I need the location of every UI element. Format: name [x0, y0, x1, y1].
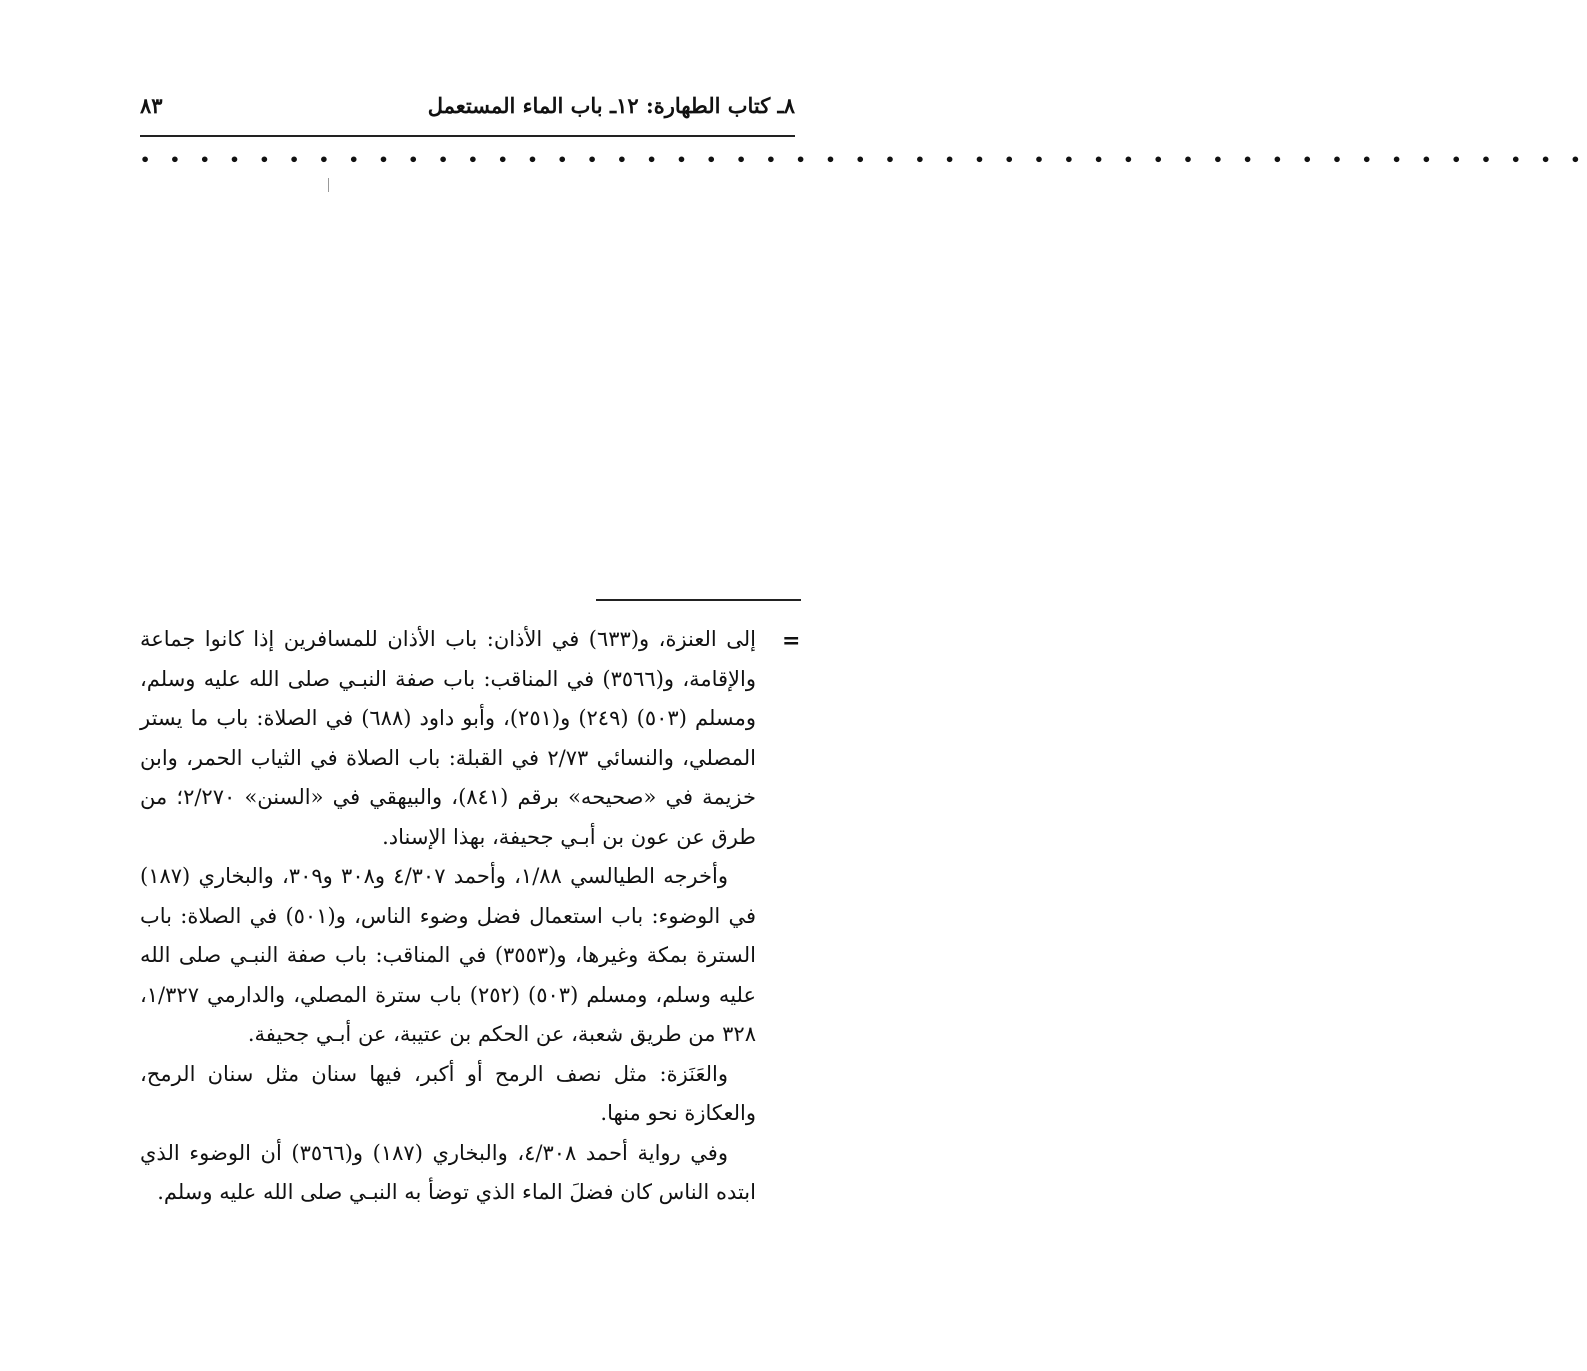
- footnote-paragraph: وفي رواية أحمد ٤/٣٠٨، والبخاري (١٨٧) و(٣٥٦٦) أن الوضوء الذي ابتده الناس كان فضلَ الماء الذي توضأ به النبـي صلى الله عليه وسلم.: [140, 1140, 756, 1204]
- footnote-paragraph: إلى العنزة، و(٦٣٣) في الأذان: باب الأذان للمسافرين إذا كانوا جماعة والإقامة، و(٣٥٦٦) في المناقب: باب صفة النبـي صلى الله عليه وسلم، ومسلم (٥٠٣) (٢٤٩) و(٢٥١)، وأبو داود (٦٨٨) في الصلاة: باب ما يستر المصلي، والنسائي ٢/٧٣ في القبلة: باب الصلاة في الثياب الحمر، وابن خزيمة في «صحيحه» برقم (٨٤١)، والبيهقي في «السنن» ٢/٢٧٠؛ من طرق عن عون بن أبـي جحيفة، بهذا الإسناد.: [140, 627, 757, 849]
- footnote-block: [140, 620, 756, 1213]
- footnote-rule: [596, 599, 801, 601]
- scan-mark: [328, 178, 329, 192]
- running-header: [140, 88, 795, 122]
- chapter-title: ٨ـ كتاب الطهارة: ١٢ـ باب الماء المستعمل: [427, 92, 795, 118]
- dotted-separator: • • • • • • • • • • • • • • • • • • • • • • • • • • • • • • • • • • • • • • • • • • • • • • • • •: [140, 150, 1587, 169]
- header-rule: [140, 135, 795, 137]
- continuation-mark: =: [782, 628, 801, 654]
- footnote-paragraph: وأخرجه الطيالسي ١/٨٨، وأحمد ٤/٣٠٧ و٣٠٨ و٣٠٩، والبخاري (١٨٧) في الوضوء: باب استعمال فضل وضوء الناس، و(٥٠١) في الصلاة: باب السترة بمكة وغيرها، و(٣٥٥٣) في المناقب: باب صفة النبـي صلى الله عليه وسلم، ومسلم (٥٠٣) (٢٥٢) باب سترة المصلي، والدارمي ١/٣٢٧، ٣٢٨ من طريق شعبة، عن الحكم بن عتيبة، عن أبـي جحيفة.: [140, 864, 757, 1046]
- footnote-paragraph: والعَنَزة: مثل نصف الرمح أو أكبر، فيها سنان مثل سنان الرمح، والعكازة نحو منها.: [140, 1061, 756, 1125]
- page-number: ٨٣: [140, 92, 163, 118]
